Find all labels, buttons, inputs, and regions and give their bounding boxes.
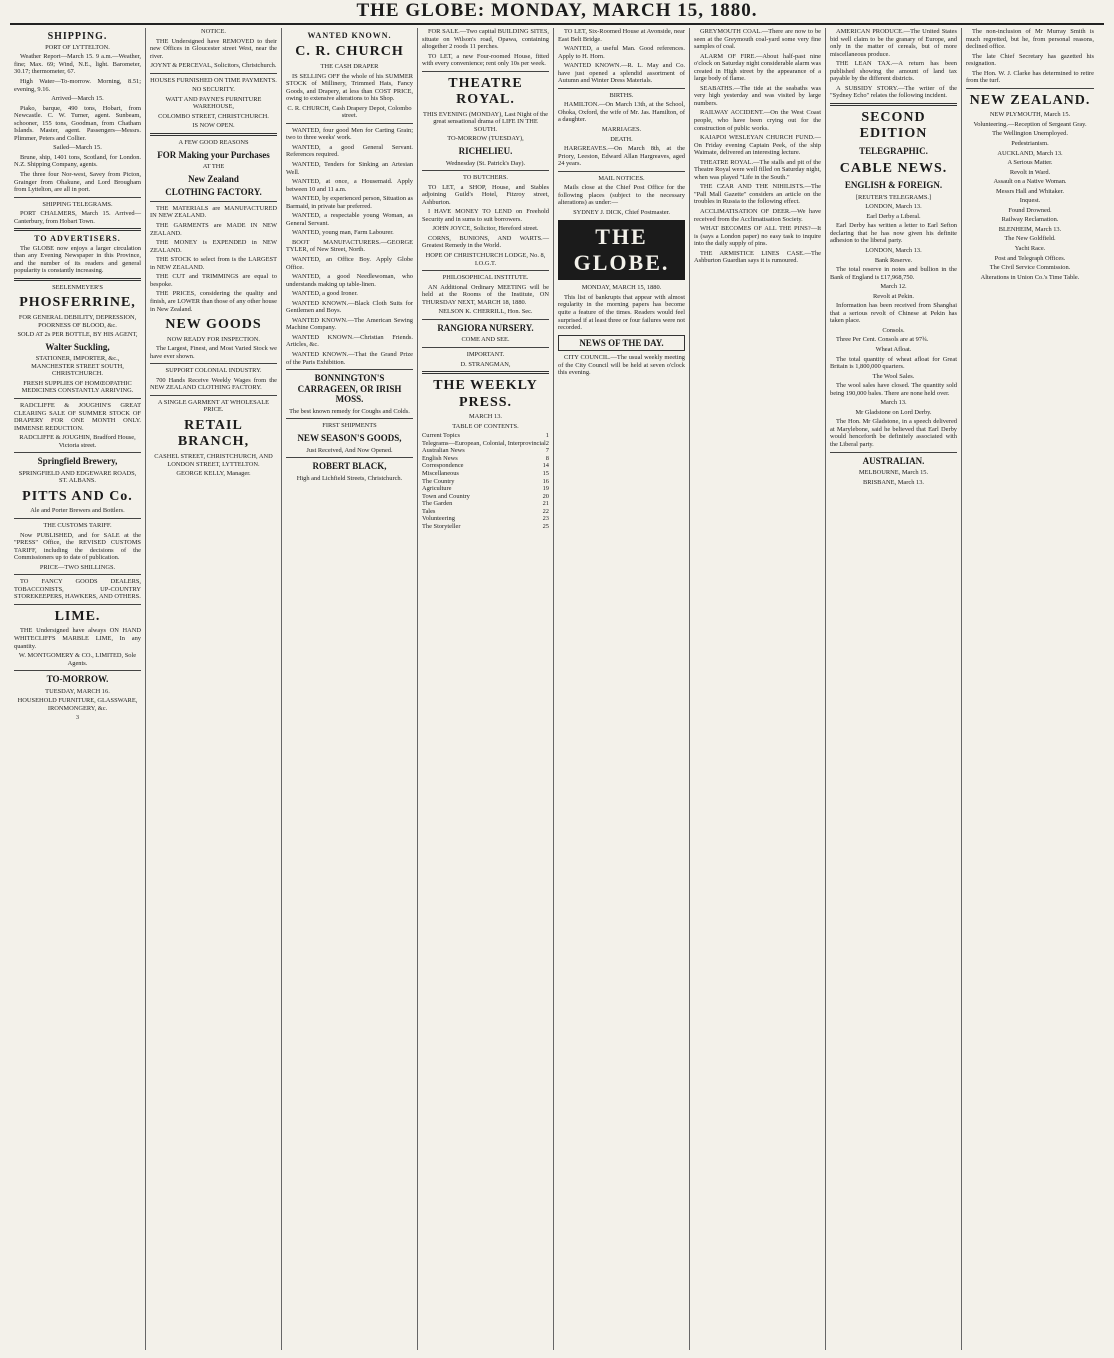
new-zealand-heading: NEW ZEALAND.: [969, 92, 1091, 108]
tomorrow-tuesday: TO-MORROW (TUESDAY),: [447, 135, 524, 143]
news-heading: Yacht Race.: [1014, 245, 1046, 252]
telegraphic-title: TELEGRAPHIC.: [859, 145, 928, 156]
births-text: HAMILTON.—On March 13th, at the School, Ohoka, Oxford, the wife of Mr. Jas. Hamilton, of a daughter.: [558, 101, 685, 124]
now-open: IS NOW OPEN.: [192, 122, 235, 130]
news-heading: Volunteering.—Reception of Sergeant Gray.: [973, 120, 1087, 128]
news-heading: The Wellington Unemployed.: [992, 130, 1068, 138]
news-of-day-title: NEWS OF THE DAY.: [558, 335, 685, 352]
column-8: [962, 28, 1098, 1350]
toc-row: The Country 16: [422, 477, 549, 485]
wanted-ad: WANTED, by experienced person, Situation as Barmaid, in private bar preferred.: [286, 195, 413, 210]
wanted-ad: WANTED, a good Ironer.: [292, 290, 358, 298]
church-sig: C. R. CHURCH, Cash Drapery Depot, Colombo street.: [287, 104, 412, 120]
wanted-useful-man: WANTED, a useful Man. Good references. Apply to H. Horn.: [558, 45, 685, 60]
toc-row: Volunteering 23: [422, 515, 549, 523]
news-text: CITY COUNCIL.—The usual weekly meeting of the City Council will be held at seven o'clock this evening.: [558, 354, 685, 377]
news-item: RAILWAY ACCIDENT.—On the West Coast people, who have been crying out for the construction of public works.: [694, 109, 821, 132]
death-heading: DEATH.: [610, 135, 633, 143]
news-text: Information has been received from Shanghai that a serious revolt of Chinese at Pekin has taken place.: [830, 302, 957, 325]
wanted-known-may: WANTED KNOWN.—R. L. May and Co. have just opened a splendid assortment of Autumn and Winter Dress Materials.: [558, 62, 685, 85]
masthead-title: THE GLOBE: MONDAY, MARCH 15, 1880.: [356, 0, 758, 21]
richelieu-title: RICHELIEU.: [458, 145, 513, 156]
reuter-telegrams: [REUTER'S TELEGRAMS.]: [855, 193, 932, 201]
column-5: [554, 28, 690, 1350]
news-heading: The Civil Service Commission.: [989, 264, 1071, 272]
pitts-sub: Ale and Porter Brewers and Bottlers.: [30, 507, 125, 515]
manager-sig: GEORGE KELLY, Manager.: [176, 470, 251, 478]
news-item: AMERICAN PRODUCE.—The United States bid well claim to be the granary of Europe, and only in the matter of cereals, but of more miscellaneous produce.: [830, 28, 957, 58]
port-heading: PORT OF LYTTELTON.: [45, 43, 110, 51]
toc-row: Agriculture 19: [422, 485, 549, 493]
seelen-name: SEELENMEYER'S: [52, 283, 103, 291]
money-text: THE MONEY is EXPENDED in NEW ZEALAND.: [150, 239, 277, 254]
newspaper-page: [10, 28, 1104, 1350]
news-text: Three Per Cent. Consols are at 97¾.: [836, 336, 929, 344]
wanted-known-heading: WANTED KNOWN.: [307, 31, 392, 40]
news-heading: Wheat Afloat.: [875, 345, 912, 353]
dateline: NEW PLYMOUTH, March 15.: [989, 111, 1071, 119]
news-heading: A Serious Matter.: [1007, 159, 1053, 167]
materials-text: THE MATERIALS are MANUFACTURED IN NEW ZEALAND.: [150, 204, 277, 220]
wanted-ad: WANTED, an Office Boy. Apply Globe Office.: [286, 255, 413, 271]
theatre-title: THEATRE ROYAL.: [448, 75, 523, 108]
globe-date: MONDAY, MARCH 15, 1880.: [581, 284, 662, 292]
lime-title: LIME.: [54, 608, 101, 624]
new-goods-title: NEW GOODS: [165, 317, 262, 333]
marriages-heading: MARRIAGES.: [601, 126, 642, 134]
sailed-text: Brune, ship, 1401 tons, Scotland, for London. N.Z. Shipping Company, agents.: [14, 153, 141, 169]
lodge-heading: HOPE OF CHRISTCHURCH LODGE, No. 8, I.O.G.T.: [425, 252, 546, 267]
radcliffe-sig: RADCLIFFE & JOUGHIN, Bradford House, Victoria street.: [19, 434, 136, 449]
mail-heading: MAIL NOTICES.: [598, 174, 645, 182]
column-4: [418, 28, 554, 1350]
mail-text: Mails close at the Chief Post Office for the following places (subject to the necessary alterations) as under:—: [558, 184, 685, 207]
dateline: BRISBANE, March 13.: [862, 478, 925, 486]
page-number: 3: [75, 714, 80, 722]
news-heading: The Wool Sales.: [872, 372, 915, 380]
weather-report: Weather Report—March 15. 9 a.m.—Weather, fine; Max. 69; Wind, N.E., light. Barometer, 30.17; thermometer, 67.: [14, 53, 141, 76]
wednesday: Wednesday (St. Patrick's Day).: [445, 159, 526, 167]
lime-body: THE Undersigned have always ON HAND WHITECLIFFS MARBLE LIME, In any quantity.: [14, 627, 141, 650]
news-heading: Bank Reserve.: [874, 256, 913, 264]
household-text: HOUSEHOLD FURNITURE, GLASSWARE, IRONMONGERY, &c.: [17, 697, 138, 712]
toc-row: The Garden 21: [422, 500, 549, 508]
cashel-address: CASHEL STREET, CHRISTCHURCH, AND LONDON STREET, LYTTELTON.: [154, 452, 273, 468]
tomorrow-title: TO-MORROW.: [46, 674, 109, 685]
this-evening: THIS EVENING (MONDAY), Last Night of the great sensational drama of LIFE IN THE SOUTH.: [423, 110, 548, 133]
news-item: A SUBSIDY STORY.—The writer of the "Sydney Echo" relates the following incident.: [830, 84, 957, 100]
news-heading: Revolt in Ward.: [1009, 168, 1051, 176]
retail-branch-title: RETAIL BRANCH,: [177, 417, 250, 450]
news-heading: The New Goldfield.: [1004, 235, 1056, 243]
news-item: The Hon. W. J. Clarke has determined to retire from the turf.: [966, 69, 1094, 85]
notice-heading: NOTICE.: [200, 28, 227, 35]
to-let-six-roomed: TO LET, Six-Roomed House at Avonside, near East Belt Bridge.: [558, 28, 685, 43]
garments-text: THE GARMENTS are MADE IN NEW ZEALAND.: [150, 222, 277, 237]
wanted-ad: WANTED, a respectable young Woman, as General Servant.: [286, 212, 413, 227]
australian-title: AUSTRALIAN.: [862, 455, 925, 466]
the-three-text: The three four Nor-west, Savey from Picton, Grainger from Ohakune, and Lord Brougham from Lyttelton, are all in port.: [14, 171, 141, 194]
the-globe-title: THE GLOBE.: [558, 220, 685, 280]
column-1: [10, 28, 146, 1350]
philosophical-heading: PHILOSOPHICAL INSTITUTE.: [442, 274, 529, 282]
wanted-ad: WANTED KNOWN.—Christian Friends. Articles, &c.: [286, 333, 413, 349]
phosferrine-sub: FOR GENERAL DEBILITY, DEPRESSION, POORNESS OF BLOOD, &c.: [18, 313, 137, 329]
important-heading: IMPORTANT.: [466, 351, 505, 359]
advertisers-text: The GLOBE now enjoys a larger circulation than any Evening Newspaper in this Province, and the number of its readers and general popularity is constantly increasing.: [14, 244, 141, 275]
toc-row: Tales 22: [422, 507, 549, 515]
toc-row: Correspondence 14: [422, 462, 549, 470]
news-item: THE ARMISTICE LINES CASE.—The Ashburton Guardian says it is rumoured.: [694, 249, 821, 265]
houses-heading: HOUSES FURNISHED ON TIME PAYMENTS.: [150, 76, 277, 84]
new-zealand-title: New Zealand: [188, 173, 239, 184]
toc-row: English News 8: [422, 454, 549, 462]
sailed-heading: Sailed—March 15.: [53, 144, 102, 152]
prices-text: THE PRICES, considering the quality and finish, are LOWER than those of any other house in New Zealand.: [150, 290, 277, 313]
arrived-text: Piako, barque, 490 tons, Hobart, from Newcastle. C. W. Turner, agent. Sunbeam, schooner, 155 tons, Goodman, from Chatham Islands. Master, agent. Passengers—Messrs. Plimmer, Peters and Collier.: [14, 104, 141, 142]
wanted-ad: WANTED KNOWN.—That the Grand Prize of the Paris Exhibition.: [286, 351, 413, 366]
bonnington-title: BONNINGTON'S CARRAGEEN, OR IRISH MOSS.: [297, 373, 402, 405]
dateline: LONDON, March 13.: [865, 246, 922, 254]
second-edition-title: SECOND EDITION: [859, 109, 928, 142]
robert-black-title: ROBERT BLACK,: [312, 461, 387, 472]
news-text: The total quantity of wheat afloat for Great Britain is 1,800,000 quarters.: [830, 355, 957, 371]
cut-text: THE CUT and TRIMMINGS are equal to bespoke.: [150, 273, 277, 288]
for-sale-ad: FOR SALE.—Two capital BUILDING SITES, situate on Wilson's road, Opawa, containing altogether 2 roods 11 perches.: [422, 28, 549, 51]
clothing-factory-title: CLOTHING FACTORY.: [165, 187, 262, 198]
robert-black-sub: High and Lichfield Streets, Christchurch.: [296, 474, 403, 482]
news-item: THE CZAR AND THE NIHILISTS.—The "Pall Mall Gazette" considers an article on the troubles in Russia to the following effect.: [694, 183, 821, 206]
dateline: LONDON, March 13.: [865, 203, 922, 211]
news-item: THE LEAN TAX.—A return has been published showing the amount of land tax payable by the different districts.: [830, 60, 957, 83]
wanted-ad: WANTED KNOWN.—The American Sewing Machine Company.: [286, 316, 413, 332]
support-text: SUPPORT COLONIAL INDUSTRY.: [165, 367, 262, 375]
high-water: High Water—To-morrow. Morning, 8.51; evening, 9.16.: [14, 77, 141, 93]
news-text: The wool sales have closed. The quantity sold being 190,000 bales. There are none held over.: [830, 382, 957, 397]
watt-title: WATT AND PAYNE'S FURNITURE WAREHOUSE,: [165, 95, 262, 111]
news-item: ALARM OF FIRE.—About half-past nine o'clock on Saturday night considerable alarm was created in High street by the appearance of a large body of flame.: [694, 52, 821, 83]
customs-price: PRICE—TWO SHILLINGS.: [39, 563, 116, 571]
shipping-heading: SHIPPING.: [47, 31, 108, 42]
toc-row: Telegrams—European, Colonial, Interprovincial 2: [422, 439, 549, 447]
wanted-ad: WANTED, at once, a Housemaid. Apply between 10 and 11 a.m.: [286, 178, 413, 193]
dateline: March 12.: [880, 283, 907, 291]
death-text: HARGREAVES.—On March 8th, at the Priory, Leeston, Edward Allan Hargreaves, aged 24 years.: [558, 145, 685, 168]
news-heading: Pedestrianism.: [1011, 139, 1049, 147]
lime-sig: W. MONTGOMERY & CO., LIMITED, Sole Agents.: [18, 652, 137, 667]
news-heading: Messrs Hall and Whitaker.: [995, 187, 1065, 195]
john-joyce-sig: JOHN JOYCE, Solicitor, Hereford street.: [432, 225, 539, 233]
toc-row: The Storyteller 25: [422, 522, 549, 530]
news-item: GREYMOUTH COAL.—There are now to be seen at the Greymouth coal-yard some very fine samples of coal.: [694, 28, 821, 51]
customs-text: Now PUBLISHED, and for SALE at the "PRESS" Office, the REVISED CUSTOMS TARIFF, including the decisions of the Commissioners up to date of publication.: [14, 531, 141, 562]
butchers-heading: TO BUTCHERS.: [463, 174, 508, 182]
suckling-name: Walter Suckling,: [45, 341, 110, 352]
customs-heading: THE CUSTOMS TARIFF.: [43, 522, 112, 529]
weekly-press-date: MARCH 13.: [468, 413, 503, 421]
at-the: AT THE: [202, 163, 225, 171]
springfield-sub: SPRINGFIELD AND EDGEWARE ROADS, ST. ALBANS.: [18, 469, 137, 485]
wanted-ad: BOOT MANUFACTURERS.—GEORGE TYLER, of New Street, North.: [286, 238, 413, 254]
stock-text: THE STOCK to select from is the LARGEST in NEW ZEALAND.: [150, 256, 277, 271]
news-text: Earl Derby has written a letter to Earl Sefton declaring that he has now given his definite adhesion to the liberal party.: [830, 222, 957, 245]
dateline: AUCKLAND, March 13.: [997, 149, 1063, 157]
suckling-sub: STATIONER, IMPORTER, &c., MANCHESTER STREET SOUTH, CHRISTCHURCH.: [31, 355, 124, 378]
corns-ad: CORNS, BUNIONS, AND WARTS.— Greatest Remedy in the World.: [422, 234, 549, 250]
radcliffe-ad: RADCLIFFE & JOUGHIN'S GREAT CLEARING SALE OF SUMMER STOCK OF DRAPERY FOR ONE MONTH ONLY. IMMENSE REDUCTION.: [14, 401, 141, 432]
toc-heading: TABLE OF CONTENTS.: [452, 422, 519, 430]
firm-sig: JOYNT & PERCEVAL, Solicitors, Christchurch.: [150, 62, 277, 70]
removed-text: THE Undersigned have REMOVED to their new Offices in Gloucester street West, near the river.: [150, 37, 277, 60]
pitts-title: PITTS AND Co.: [22, 488, 133, 504]
editorial-text: This list of bankrupts that appear with almost regularity in the morning papers has become quite a feature of the times. Readers would feel surprised if at least three or four failures were not recorded.: [558, 293, 685, 332]
news-item: The non-inclusion of Mr Murray Smith is much regretted, but he, from personal reasons, declined office.: [966, 28, 1094, 51]
colombo-address: COLOMBO STREET, CHRISTCHURCH.: [158, 112, 269, 120]
selling-text: IS SELLING OFF the whole of his SUMMER STOCK of Millinery, Trimmed Hats, Fancy Goods, and Drapery, at less than COST PRICE, owing to extensive alterations to his Shop.: [286, 72, 413, 103]
wanted-ad: WANTED, a good General Servant. References required.: [286, 143, 413, 159]
single-garment: A SINGLE GARMENT AT WHOLESALE PRICE.: [157, 398, 270, 414]
news-item: KAIAPOI WESLEYAN CHURCH FUND.—On Friday evening Captain Peek, of the ship Waimate, delivered an interesting lecture.: [694, 134, 821, 157]
church-title: C. R. CHURCH: [295, 44, 404, 60]
wanted-ad: WANTED, young man, Farm Labourer.: [292, 229, 394, 237]
news-heading: Railway Reclamation.: [1001, 216, 1059, 224]
toc-row: Australian News 7: [422, 447, 549, 455]
news-item: WHAT BECOMES OF ALL THE PINS?—It is (says a London paper) no easy task to inquire into the daily supply of pins.: [694, 225, 821, 248]
table-of-contents: [422, 432, 549, 530]
meeting-text: AN Additional Ordinary MEETING will be held at the Rooms of the Institute, ON THURSDAY NEXT, MARCH 18, 1880.: [422, 283, 549, 306]
news-item: SEABATHS.—The tide at the seabaths was very high yesterday and was visited by large numbers.: [694, 84, 821, 107]
toc-row: Town and Country 20: [422, 492, 549, 500]
toc-row: Miscellaneous 15: [422, 469, 549, 477]
arrived-heading: Arrived—March 15.: [51, 95, 104, 103]
news-item: THEATRE ROYAL.—The stalls and pit of the Theatre Royal were well filled on Saturday night, when was played "Life in the South.": [694, 158, 821, 181]
dateline: MELBOURNE, March 15.: [858, 469, 929, 477]
news-item: ACCLIMATISATION OF DEER.—We have received from the Acclimatisation Society.: [694, 208, 821, 223]
news-heading: Consols.: [882, 326, 905, 334]
telegram-text: PORT CHALMERS, March 15. Arrived—Canterbury, from Hobart Town.: [14, 210, 141, 225]
tuesday-date: TUESDAY, MARCH 16.: [45, 687, 110, 695]
births-heading: BIRTHS.: [609, 91, 634, 99]
news-text: The Hon. Mr Gladstone, in a speech delivered at Marylebone, said he believed that Earl Derby would henceforth be definitely associated with the Liberal party.: [830, 418, 957, 448]
news-heading: Post and Telegraph Offices.: [994, 254, 1066, 262]
making-purchases: FOR Making your Purchases: [157, 149, 270, 160]
come-see: COME AND SEE.: [461, 336, 510, 344]
dateline: March 13.: [880, 399, 907, 407]
cash-draper: THE CASH DRAPER: [320, 62, 379, 70]
column-7: [826, 28, 962, 1350]
first-shipments: FIRST SHIPMENTS: [322, 422, 377, 430]
news-heading: Assault on a Native Woman.: [993, 178, 1067, 186]
column-3: [282, 28, 418, 1350]
good-reasons: A FEW GOOD REASONS: [178, 139, 249, 147]
advertisers-heading: TO ADVERTISERS.: [34, 234, 121, 244]
telegrams-heading: SHIPPING TELEGRAMS.: [42, 200, 113, 208]
masthead-rule: [10, 23, 1104, 25]
cherrill-sig: NELSON K. CHERRILL, Hon. Sec.: [438, 308, 533, 316]
news-item: The late Chief Secretary has gazetted his resignation.: [966, 52, 1094, 68]
fancy-goods: TO FANCY GOODS DEALERS, TOBACCONISTS, UP-COUNTRY STOREKEEPERS, HAWKERS, AND OTHERS.: [14, 578, 141, 601]
bonnington-sub: The best known remedy for Coughs and Colds.: [289, 407, 410, 415]
rangiora-title: RANGIORA NURSERY.: [437, 322, 534, 333]
english-foreign-title: ENGLISH & FOREIGN.: [844, 180, 943, 191]
no-security: NO SECURITY.: [192, 86, 235, 94]
wanted-ad: WANTED, Tenders for Sinking an Artesian Well.: [286, 160, 413, 176]
hands-text: 700 Hands Receive Weekly Wages from the NEW ZEALAND CLOTHING FACTORY.: [150, 376, 277, 392]
news-heading: Found Drowned.: [1008, 206, 1052, 214]
cable-news-title: CABLE NEWS.: [839, 160, 948, 176]
to-let-ad: TO LET, a new Four-roomed House, fitted with every convenience; rent only 10s per week.: [422, 52, 549, 68]
news-heading: Revolt at Pekin.: [872, 292, 914, 300]
wanted-ad: WANTED, four good Men for Carting Grain; two to three weeks' work.: [286, 126, 413, 142]
shop-ad: TO LET, a SHOP, House, and Stables adjoining Guild's Hotel, Fitzroy street, Ashburton.: [422, 183, 549, 206]
now-ready: NOW READY FOR INSPECTION.: [166, 335, 261, 343]
wanted-ad: WANTED KNOWN.—Black Cloth Suits for Gentlemen and Boys.: [286, 299, 413, 315]
dateline: BLENHEIM, March 13.: [998, 225, 1062, 233]
phosferrine-title: PHOSFERRINE,: [19, 295, 136, 311]
largest-text: The Largest, Finest, and Most Varied Stock we have ever shown.: [150, 345, 277, 360]
money-lend-ad: I HAVE MONEY TO LEND on Freehold Security and in sums to suit borrowers.: [422, 208, 549, 223]
news-heading: Earl Derby a Liberal.: [866, 212, 921, 220]
column-6: [690, 28, 826, 1350]
news-heading: Inquest.: [1019, 197, 1041, 205]
just-received: Just Received, And Now Opened.: [306, 446, 393, 454]
news-heading: Alterations in Union Co.'s Time Table.: [980, 273, 1080, 281]
springfield-title: Springfield Brewery,: [37, 456, 118, 467]
wanted-ad: WANTED, a good Needlewoman, who understands making up table-linen.: [286, 273, 413, 288]
sold-at: SOLD AT 2s PER BOTTLE, BY HIS AGENT,: [17, 331, 138, 339]
supplies-text: FRESH SUPPLIES OF HOMŒOPATHIC MEDICINES CONSTANTLY ARRIVING.: [21, 379, 134, 395]
news-text: The total reserve in notes and bullion in the Bank of England is £17,968,750.: [830, 266, 957, 281]
seasons-goods: NEW SEASON'S GOODS,: [297, 433, 402, 444]
strangman-sig: D. STRANGMAN,: [460, 360, 511, 368]
news-heading: Mr Gladstone on Lord Derby.: [855, 408, 932, 416]
postmaster-sig: SYDNEY J. DICK, Chief Postmaster.: [573, 208, 670, 216]
toc-row: Current Topics 1: [422, 432, 549, 440]
column-2: [146, 28, 282, 1350]
weekly-press-title: THE WEEKLY PRESS.: [433, 378, 538, 410]
